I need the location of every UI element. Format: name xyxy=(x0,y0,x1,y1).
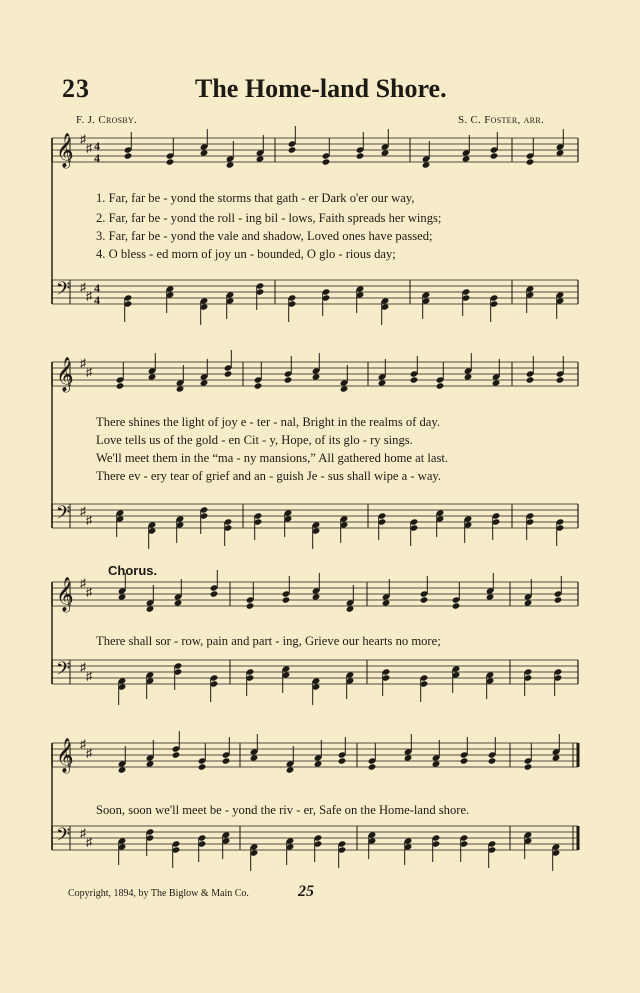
note-head xyxy=(464,373,473,380)
sharp-icon: ♯ xyxy=(86,746,92,760)
hymn-title: The Home-land Shore. xyxy=(195,74,447,103)
note-head xyxy=(118,593,127,600)
hymn-number: 23 xyxy=(62,74,90,103)
copyright-notice: Copyright, 1894, by The Biglow & Main Co. xyxy=(68,888,249,899)
note-head xyxy=(198,763,207,770)
bass-clef-icon: 𝄢 xyxy=(56,825,71,850)
note-head xyxy=(488,757,497,764)
treble-clef-icon: 𝄞 xyxy=(56,738,74,773)
sharp-icon: ♯ xyxy=(80,660,86,674)
note-head xyxy=(200,149,209,156)
note-head xyxy=(486,593,495,600)
note-head xyxy=(288,146,297,153)
verse-lyric-line: Love tells us of the gold - en Cit - y, Hope, of its glo - ry sings. xyxy=(96,433,413,447)
note-head xyxy=(256,155,265,162)
note-head xyxy=(524,599,533,606)
note-head xyxy=(286,766,295,773)
note-head xyxy=(166,158,175,165)
note-head xyxy=(382,599,391,606)
chorus-label: Chorus. xyxy=(108,563,158,578)
note-head xyxy=(346,605,355,612)
verse-lyric-line: 1. Far, far be - yond the storms that gath - er Dark o'er our way, xyxy=(96,191,415,205)
note-head xyxy=(200,379,209,386)
note-head xyxy=(322,158,331,165)
note-head xyxy=(148,373,157,380)
note-head xyxy=(284,376,293,383)
note-head xyxy=(462,155,471,162)
note-head xyxy=(436,382,445,389)
verse-lyric-line: There shines the light of joy e - ter - nal, Bright in the realms of day. xyxy=(96,415,441,429)
note-head xyxy=(492,379,501,386)
note-head xyxy=(116,382,125,389)
note-head xyxy=(312,593,321,600)
note-head xyxy=(226,161,235,168)
note-head xyxy=(432,760,441,767)
verse-lyric-line: There ev - ery tear of grief and an - guish Je - sus shall wipe a - way. xyxy=(96,469,442,483)
treble-clef-icon: 𝄞 xyxy=(56,133,74,168)
note-head xyxy=(224,370,233,377)
note-head xyxy=(552,754,561,761)
sharp-icon: ♯ xyxy=(86,141,92,155)
note-head xyxy=(146,760,155,767)
note-head xyxy=(174,599,183,606)
note-head xyxy=(556,376,565,383)
sharp-icon: ♯ xyxy=(80,737,86,751)
note-head xyxy=(172,751,181,758)
sharp-icon: ♯ xyxy=(80,504,86,518)
note-head xyxy=(556,149,565,156)
bass-clef-icon: 𝄢 xyxy=(56,659,71,684)
time-signature: 4 xyxy=(94,139,100,153)
sharp-icon: ♯ xyxy=(80,576,86,590)
note-head xyxy=(282,596,291,603)
note-head xyxy=(490,152,499,159)
verse-lyric-line: 3. Far, far be - yond the vale and shadow, Loved ones have passed; xyxy=(96,229,433,243)
note-head xyxy=(378,379,387,386)
time-signature: 4 xyxy=(94,151,100,165)
note-head xyxy=(381,149,390,156)
treble-clef-icon: 𝄞 xyxy=(56,357,74,392)
note-head xyxy=(356,152,365,159)
bass-clef-icon: 𝄢 xyxy=(56,279,71,304)
note-head xyxy=(338,757,347,764)
note-head xyxy=(314,760,323,767)
note-head xyxy=(254,382,263,389)
treble-clef-icon: 𝄞 xyxy=(56,577,74,612)
note-head xyxy=(460,757,469,764)
note-head xyxy=(554,596,563,603)
note-head xyxy=(340,385,349,392)
verse-lyric-line: 2. Far, far be - yond the roll - ing bil - lows, Faith spreads her wings; xyxy=(96,211,442,225)
verse-lyric-line: 4. O bless - ed morn of joy un - bounded, O glo - rious day; xyxy=(96,247,396,261)
note-head xyxy=(124,152,133,159)
note-head xyxy=(146,605,155,612)
lyricist-credit: F. J. Crosby. xyxy=(76,114,138,126)
sharp-icon: ♯ xyxy=(86,835,92,849)
note-head xyxy=(526,376,535,383)
note-head xyxy=(524,763,533,770)
note-head xyxy=(368,763,377,770)
verse-lyric-line: We'll meet them in the “ma - ny mansions,” All gathered home at last. xyxy=(96,451,449,465)
note-head xyxy=(222,757,231,764)
sharp-icon: ♯ xyxy=(86,513,92,527)
chorus-lyric-line: There shall sor - row, pain and part - ing, Grieve our hearts no more; xyxy=(96,634,441,648)
time-signature: 4 xyxy=(94,293,100,307)
sharp-icon: ♯ xyxy=(86,289,92,303)
sharp-icon: ♯ xyxy=(80,356,86,370)
note-head xyxy=(422,161,431,168)
time-signature: 4 xyxy=(94,281,100,295)
note-head xyxy=(404,754,413,761)
sharp-icon: ♯ xyxy=(86,669,92,683)
note-head xyxy=(410,376,419,383)
note-head xyxy=(420,596,429,603)
sharp-icon: ♯ xyxy=(80,826,86,840)
note-head xyxy=(250,754,259,761)
bass-clef-icon: 𝄢 xyxy=(56,503,71,528)
sharp-icon: ♯ xyxy=(86,365,92,379)
page-number: 25 xyxy=(298,883,314,900)
note-head xyxy=(246,602,255,609)
sharp-icon: ♯ xyxy=(80,132,86,146)
note-head xyxy=(452,602,461,609)
sharp-icon: ♯ xyxy=(86,585,92,599)
sharp-icon: ♯ xyxy=(80,280,86,294)
composer-credit: S. C. Foster, arr. xyxy=(458,114,545,126)
note-head xyxy=(176,385,185,392)
chorus-lyric-line: Soon, soon we'll meet be - yond the riv - er, Safe on the Home-land shore. xyxy=(96,803,470,817)
note-head xyxy=(312,373,321,380)
note-head xyxy=(118,766,127,773)
note-head xyxy=(526,158,535,165)
note-head xyxy=(210,590,219,597)
